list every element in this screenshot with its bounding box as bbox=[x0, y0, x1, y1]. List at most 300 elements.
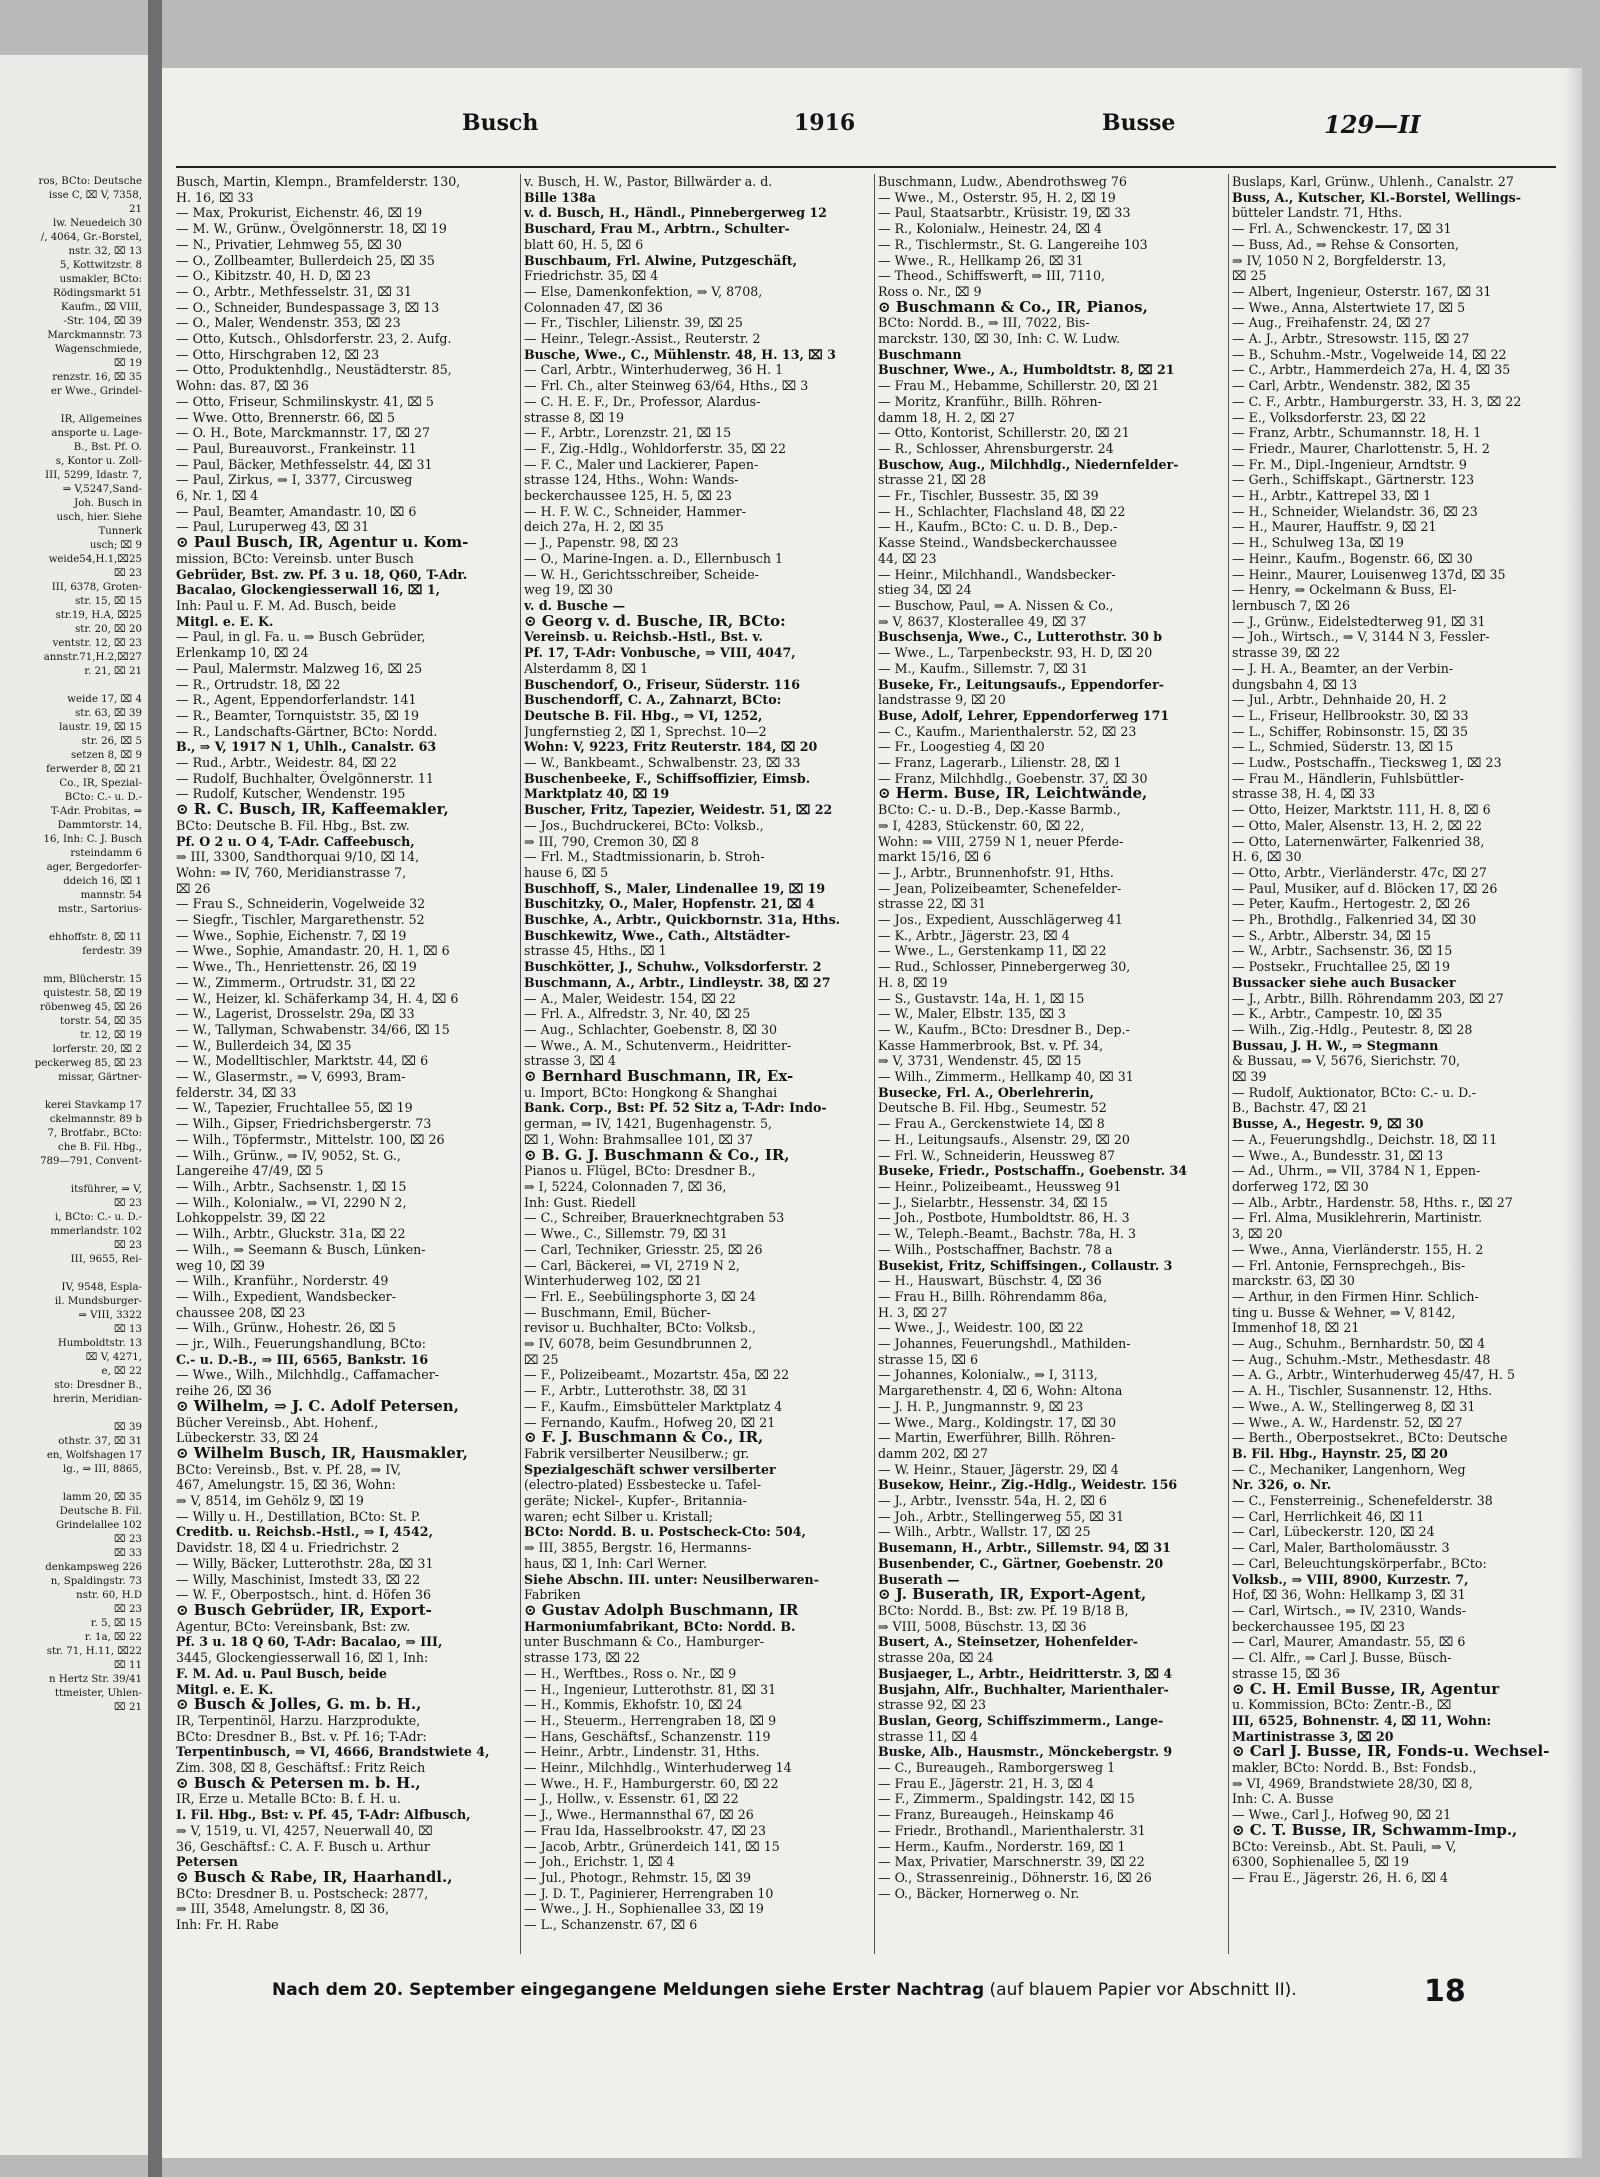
directory-entry-line: Buschhoff, S., Maler, Lindenallee 19, ⌧ 19 bbox=[524, 880, 826, 896]
directory-entry-line: — Carl, Bäckerei, ⇒ VI, 2719 N 2, bbox=[524, 1257, 740, 1273]
directory-entry-line: — W. H., Gerichtsschreiber, Scheide- bbox=[524, 566, 759, 582]
directory-entry-line: — A. J., Arbtr., Stresowstr. 115, ⌧ 27 bbox=[1232, 331, 1470, 347]
directory-entry-line: — Frau E., Jägerstr. 26, H. 6, ⌧ 4 bbox=[1232, 1869, 1449, 1885]
directory-entry-line: BCto: Nordd. B., ⇒ III, 7022, Bis- bbox=[878, 315, 1090, 331]
directory-page bbox=[162, 68, 1582, 2158]
directory-entry-line: Busecke, Frl. A., Oberlehrerin, bbox=[878, 1084, 1094, 1100]
column-3 bbox=[878, 174, 1224, 1954]
directory-entry-line: ⇒ V, 1519, u. VI, 4257, Neuerwall 40, ⌧ bbox=[176, 1822, 433, 1838]
directory-entry-line: dorferweg 172, ⌧ 30 bbox=[1232, 1179, 1369, 1194]
previous-page-line: denkampsweg 226 bbox=[45, 1562, 142, 1573]
previous-page-line: Kaufm., ⌧ VIII, bbox=[60, 302, 142, 313]
directory-entry-line: Creditb. u. Reichsb.-Hstl., ⇒ I, 4542, bbox=[176, 1524, 433, 1540]
previous-page-line: ⌧ 33 bbox=[114, 1548, 142, 1559]
directory-entry-line: strasse 39, ⌧ 22 bbox=[1232, 645, 1341, 661]
directory-entry-line: ⌧ 25 bbox=[524, 1351, 559, 1367]
previous-page-line: Rödingsmarkt 51 bbox=[53, 288, 142, 299]
previous-page-line: peckerweg 85, ⌧ 23 bbox=[34, 1058, 142, 1069]
directory-entry-line: — Carl, Maler, Bartholomäusstr. 3 bbox=[1232, 1540, 1450, 1556]
previous-page-line: torstr. 54, ⌧ 35 bbox=[59, 1016, 142, 1027]
column-1 bbox=[176, 174, 516, 1954]
directory-entry-line: — Buschmann, Emil, Bücher- bbox=[524, 1304, 711, 1320]
previous-page-line: Grindelallee 102 bbox=[56, 1520, 142, 1531]
previous-page-line: laustr. 19, ⌧ 15 bbox=[59, 722, 142, 733]
directory-entry-line: — Carl, Herrlichkeit 46, ⌧ 11 bbox=[1232, 1508, 1425, 1524]
directory-entry-line: — K., Arbtr., Campestr. 10, ⌧ 35 bbox=[1232, 1006, 1443, 1022]
directory-entry-line: BCto: Dresdner B. u. Postscheck: 2877, bbox=[176, 1885, 429, 1901]
directory-entry-line: ting u. Busse & Wehner, ⇒ V, 8142, bbox=[1232, 1304, 1456, 1320]
directory-entry-line: — Aug., Schuhm.-Mstr., Methesdastr. 48 bbox=[1232, 1351, 1491, 1367]
directory-entry-line: 3, ⌧ 20 bbox=[1232, 1226, 1283, 1242]
directory-entry-line: — S., Arbtr., Alberstr. 34, ⌧ 15 bbox=[1232, 927, 1432, 943]
directory-entry-line: — Joh., Arbtr., Stellingerweg 55, ⌧ 31 bbox=[878, 1508, 1124, 1524]
directory-entry-line: — W., Maler, Elbstr. 135, ⌧ 3 bbox=[878, 1006, 1066, 1022]
directory-entry-line: — Willy, Maschinist, Imstedt 33, ⌧ 22 bbox=[176, 1571, 421, 1587]
previous-page-line: Co., IR, Spezial- bbox=[59, 778, 142, 789]
directory-entry-line: BCto: Vereinsb., Abt. St. Pauli, ⇒ V, bbox=[1232, 1838, 1457, 1854]
previous-page-line: r. 5, ⌧ 15 bbox=[90, 1618, 142, 1629]
directory-entry-line: ⇒ IV, 1050 N 2, Borgfelderstr. 13, bbox=[1232, 252, 1447, 268]
directory-entry-line: — Carl, Beleuchtungskörperfabr., BCto: bbox=[1232, 1555, 1487, 1571]
directory-entry-line: — R., Landschafts-Gärtner, BCto: Nordd. bbox=[176, 723, 438, 739]
directory-entry-line: — Wwe., A. M., Schutenverm., Heidritter- bbox=[524, 1037, 792, 1053]
directory-entry-line: — Johannes, Kolonialw., ⇒ I, 3113, bbox=[878, 1367, 1098, 1383]
directory-entry-line: — W., Heizer, kl. Schäferkamp 34, H. 4, ⌧ 6 bbox=[176, 990, 459, 1006]
directory-entry-line: damm 18, H. 2, ⌧ 27 bbox=[878, 409, 1016, 425]
directory-entry-line: Nr. 326, o. Nr. bbox=[1232, 1477, 1332, 1493]
directory-entry-line: Bussau, J. H. W., ⇒ Stegmann bbox=[1232, 1037, 1439, 1053]
column-4 bbox=[1232, 174, 1562, 1954]
directory-entry-line: — Martin, Ewerführer, Billh. Röhren- bbox=[878, 1430, 1116, 1446]
previous-page-line: e, ⌧ 22 bbox=[101, 1366, 142, 1377]
directory-entry-line: Davidstr. 18, ⌧ 4 u. Friedrichstr. 2 bbox=[176, 1540, 400, 1556]
directory-entry-line: 44, ⌧ 23 bbox=[878, 550, 937, 566]
directory-entry-line: Kasse Hammerbrook, Bst. v. Pf. 34, bbox=[878, 1037, 1104, 1053]
directory-entry-line: — Friedr., Brothandl., Marienthalerstr. 31 bbox=[878, 1822, 1146, 1838]
directory-entry-line: lernbusch 7, ⌧ 26 bbox=[1232, 597, 1350, 613]
previous-page-line: Humboldtstr. 13 bbox=[57, 1338, 142, 1349]
directory-entry-line: H. 3, ⌧ 27 bbox=[878, 1304, 948, 1320]
previous-page-line: B., Bst. Pf. O. bbox=[73, 442, 142, 453]
previous-page-line: ddeich 16, ⌧ 1 bbox=[63, 876, 142, 887]
directory-entry-line: ⇒ V, 8637, Klosterallee 49, ⌧ 37 bbox=[878, 613, 1087, 629]
previous-page-line: mmerlandstr. 102 bbox=[50, 1226, 142, 1237]
directory-entry-line: Wohn: ⇒ VIII, 2759 N 1, neuer Pferde- bbox=[878, 833, 1124, 849]
directory-entry-line: — Frau S., Schneiderin, Vogelweide 32 bbox=[176, 896, 426, 912]
previous-page-line: nstr. 32, ⌧ 13 bbox=[68, 246, 142, 257]
directory-entry-line: — Henry, ⇒ Ockelmann & Buss, El- bbox=[1232, 582, 1457, 598]
previous-page-line: Wagenschmiede, bbox=[54, 344, 142, 355]
previous-page-line: il. Mundsburger- bbox=[54, 1296, 142, 1307]
directory-entry-line: — H., Schneider, Wielandstr. 36, ⌧ 23 bbox=[1232, 503, 1478, 519]
previous-page-line: weide 17, ⌧ 4 bbox=[67, 694, 142, 705]
previous-page-line: ⌧ 11 bbox=[114, 1660, 142, 1671]
directory-entry-line: — Fernando, Kaufm., Hofweg 20, ⌧ 21 bbox=[524, 1414, 776, 1430]
directory-entry-line: ⊙ B. G. J. Buschmann & Co., IR, bbox=[524, 1147, 790, 1164]
directory-entry-line: geräte; Nickel-, Kupfer-, Britannia- bbox=[524, 1493, 747, 1509]
directory-entry-line: Inh: Fr. H. Rabe bbox=[176, 1917, 279, 1933]
directory-entry-line: — Paul, Staatsarbtr., Krüsistr. 19, ⌧ 33 bbox=[878, 205, 1131, 221]
directory-entry-line: Harmoniumfabrikant, BCto: Nordd. B. bbox=[524, 1618, 796, 1634]
directory-entry-line: markt 15/16, ⌧ 6 bbox=[878, 849, 991, 865]
directory-entry-line: BCto: C.- u. D.-B., Dep.-Kasse Barmb., bbox=[878, 802, 1121, 818]
directory-entry-line: weg 10, ⌧ 39 bbox=[176, 1257, 265, 1273]
directory-entry-line: strasse 124, Hths., Wohn: Wands- bbox=[524, 472, 739, 488]
previous-page-line: renzstr. 16, ⌧ 35 bbox=[52, 372, 142, 383]
directory-entry-line: strasse 22, ⌧ 31 bbox=[878, 896, 987, 912]
directory-entry-line: — W. Heinr., Stauer, Jägerstr. 29, ⌧ 4 bbox=[878, 1461, 1119, 1477]
previous-page-line: n, Spaldingstr. 73 bbox=[50, 1576, 142, 1587]
directory-entry-line: Wohn: ⇒ IV, 760, Meridianstrasse 7, bbox=[176, 864, 407, 880]
directory-entry-line: strasse 8, ⌧ 19 bbox=[524, 409, 624, 425]
directory-entry-line: — Wilh., Grünw., ⇒ IV, 9052, St. G., bbox=[176, 1147, 401, 1163]
directory-entry-line: u. Import, BCto: Hongkong & Shanghai bbox=[524, 1084, 778, 1100]
directory-entry-line: ⊙ Wilhelm Busch, IR, Hausmakler, bbox=[176, 1445, 468, 1462]
previous-page-line: ckelmannstr. 89 b bbox=[49, 1114, 142, 1125]
directory-entry-line: Buschard, Frau M., Arbtrn., Schulter- bbox=[524, 221, 790, 237]
directory-entry-line: — J. H. P., Jungmannstr. 9, ⌧ 23 bbox=[878, 1398, 1084, 1414]
directory-entry-line: ⊙ Busch & Jolles, G. m. b. H., bbox=[176, 1697, 422, 1713]
directory-entry-line: Ross o. Nr., ⌧ 9 bbox=[878, 283, 982, 299]
directory-entry-line: Busekist, Fritz, Schiffsingen., Collaustr. 3 bbox=[878, 1257, 1173, 1273]
directory-entry-line: — Franz, Bureaugeh., Heinskamp 46 bbox=[878, 1807, 1114, 1823]
directory-entry-line: bütteler Landstr. 71, Hths. bbox=[1232, 205, 1403, 221]
directory-entry-line: Pianos u. Flügel, BCto: Dresdner B., bbox=[524, 1163, 756, 1179]
directory-entry-line: — R., Agent, Eppendorferlandstr. 141 bbox=[176, 692, 417, 708]
previous-page-line: ⇒ V,5247,Sand- bbox=[62, 484, 142, 495]
directory-entry-line: 6300, Sophienallee 5, ⌧ 19 bbox=[1232, 1854, 1410, 1870]
previous-page-line: kerei Stavkamp 17 bbox=[44, 1100, 142, 1111]
directory-entry-line: ⇒ III, 3548, Amelungstr. 8, ⌧ 36, bbox=[176, 1901, 390, 1917]
directory-entry-line: — Wwe., J., Weidestr. 100, ⌧ 22 bbox=[878, 1320, 1084, 1336]
directory-entry-line: ⊙ Georg v. d. Busche, IR, BCto: bbox=[524, 613, 786, 630]
directory-entry-line: deich 27a, H. 2, ⌧ 35 bbox=[524, 519, 664, 535]
directory-entry-line: ⌧ 39 bbox=[1232, 1069, 1267, 1085]
directory-entry-line: — Jacob, Arbtr., Grünerdeich 141, ⌧ 15 bbox=[524, 1838, 780, 1854]
directory-entry-line: — F., Zig.-Hdlg., Wohldorferstr. 35, ⌧ 22 bbox=[524, 440, 786, 456]
directory-entry-line: B. Fil. Hbg., Haynstr. 25, ⌧ 20 bbox=[1232, 1445, 1448, 1461]
directory-entry-line: Mitgl. e. E. K. bbox=[176, 613, 274, 629]
directory-entry-line: v. Busch, H. W., Pastor, Billwärder a. d. bbox=[524, 174, 773, 189]
directory-entry-line: — Paul, Beamter, Amandastr. 10, ⌧ 6 bbox=[176, 503, 417, 519]
directory-entry-line: Busekow, Heinr., Zig.-Hdlg., Weidestr. 156 bbox=[878, 1477, 1178, 1493]
previous-page-line: IV, 9548, Espla- bbox=[61, 1282, 142, 1293]
directory-entry-line: — O., Schneider, Bundespassage 3, ⌧ 13 bbox=[176, 299, 440, 315]
directory-entry-line: v. d. Busch, H., Händl., Pinnebergerweg 12 bbox=[524, 205, 827, 221]
previous-page-line bbox=[0, 917, 142, 931]
previous-page-line: nstr. 60, H.D bbox=[76, 1590, 142, 1601]
previous-page-line: Tunnerk bbox=[98, 526, 142, 537]
directory-entry-line: — Rud., Arbtr., Weidestr. 84, ⌧ 22 bbox=[176, 755, 397, 771]
directory-entry-line: III, 6525, Bohnenstr. 4, ⌧ 11, Wohn: bbox=[1232, 1712, 1492, 1728]
directory-entry-line: Buscher, Fritz, Tapezier, Weidestr. 51, ⌧ 22 bbox=[524, 802, 833, 818]
directory-entry-line: Buslaps, Karl, Grünw., Uhlenh., Canalstr. 27 bbox=[1232, 174, 1514, 189]
directory-entry-line: hause 6, ⌧ 5 bbox=[524, 864, 609, 880]
directory-entry-line: waren; echt Silber u. Kristall; bbox=[524, 1508, 713, 1524]
directory-entry-line: ⇒ III, 790, Cremon 30, ⌧ 8 bbox=[524, 833, 699, 849]
directory-entry-line: — Else, Damenkonfektion, ⇒ V, 8708, bbox=[524, 283, 763, 299]
previous-page-line: s, Kontor u. Zoll- bbox=[55, 456, 142, 467]
header-right-word: Busse bbox=[1102, 110, 1176, 136]
directory-entry-line: Bacalao, Glockengiesserwall 16, ⌧ 1, bbox=[176, 582, 440, 598]
directory-entry-line: Buse, Adolf, Lehrer, Eppendorferweg 171 bbox=[878, 707, 1170, 723]
directory-entry-line: — Gerh., Schiffskapt., Gärtnerstr. 123 bbox=[1232, 472, 1475, 488]
directory-entry-line: — Franz, Arbtr., Schumannstr. 18, H. 1 bbox=[1232, 425, 1482, 441]
directory-entry-line: — J., Grünw., Eidelstedterweg 91, ⌧ 31 bbox=[1232, 613, 1486, 629]
directory-entry-line: — R., Tischlermstr., St. G. Langereihe 103 bbox=[878, 236, 1148, 252]
directory-entry-line: — Otto, Produktenhdlg., Neustädterstr. 85, bbox=[176, 362, 452, 378]
directory-entry-line: Buschendorf, O., Friseur, Süderstr. 116 bbox=[524, 676, 801, 692]
directory-entry-line: Spezialgeschäft schwer versilberter bbox=[524, 1461, 776, 1477]
directory-entry-line: — W., Tallyman, Schwabenstr. 34/66, ⌧ 15 bbox=[176, 1021, 450, 1037]
directory-entry-line: — O., Strassenreinig., Döhnerstr. 16, ⌧ 26 bbox=[878, 1869, 1152, 1885]
previous-page-line bbox=[0, 1477, 142, 1491]
directory-entry-line: Buslan, Georg, Schiffszimmerm., Lange- bbox=[878, 1712, 1164, 1728]
previous-page-line: ⌧ 23 bbox=[114, 1534, 142, 1545]
directory-entry-line: — Wwe., Wilh., Milchhdlg., Caffamacher- bbox=[176, 1367, 440, 1383]
directory-entry-line: — W., Lagerist, Drosselstr. 29a, ⌧ 33 bbox=[176, 1006, 415, 1022]
directory-entry-line: — Jul., Arbtr., Dehnhaide 20, H. 2 bbox=[1232, 692, 1447, 708]
previous-page-line: lamm 20, ⌧ 35 bbox=[62, 1492, 142, 1503]
directory-entry-line: Fabriken bbox=[524, 1587, 581, 1603]
previous-page-text bbox=[0, 175, 142, 1715]
directory-entry-line: landstrasse 9, ⌧ 20 bbox=[878, 692, 1006, 708]
directory-entry-line: — S., Gustavstr. 14a, H. 1, ⌧ 15 bbox=[878, 990, 1085, 1006]
directory-entry-line: — O., Kibitzstr. 40, H. D, ⌧ 23 bbox=[176, 268, 371, 284]
directory-entry-line: Hof, ⌧ 36, Wohn: Hellkamp 3, ⌧ 31 bbox=[1232, 1587, 1466, 1603]
directory-entry-line: — Carl, Arbtr., Wendenstr. 382, ⌧ 35 bbox=[1232, 378, 1471, 394]
previous-page-line bbox=[0, 1407, 142, 1421]
directory-entry-line: — Otto, Heizer, Marktstr. 111, H. 8, ⌧ 6 bbox=[1232, 802, 1491, 818]
directory-entry-line: — Wwe., R., Hellkamp 26, ⌧ 31 bbox=[878, 252, 1084, 268]
directory-entry-line: — C., Fensterreinig., Schenefelderstr. 38 bbox=[1232, 1493, 1493, 1509]
directory-entry-line: — H., Leitungsaufs., Alsenstr. 29, ⌧ 20 bbox=[878, 1131, 1130, 1147]
directory-entry-line: H. 6, ⌧ 30 bbox=[1232, 849, 1302, 865]
previous-page-line bbox=[0, 399, 142, 413]
directory-entry-line: — H., Steuerm., Herrengraben 18, ⌧ 9 bbox=[524, 1712, 777, 1728]
previous-page-line: annstr.71,H.2,⌧27 bbox=[43, 652, 142, 663]
previous-page-line bbox=[0, 679, 142, 693]
directory-entry-line: strasse 45, Hths., ⌧ 1 bbox=[524, 943, 667, 959]
directory-entry-line: Margarethenstr. 4, ⌧ 6, Wohn: Altona bbox=[878, 1383, 1123, 1399]
directory-entry-line: — L., Friseur, Hellbrookstr. 30, ⌧ 33 bbox=[1232, 707, 1469, 723]
previous-page-line: 7, Brotfabr., BCto: bbox=[47, 1128, 142, 1139]
directory-entry-line: — R., Kolonialw., Heinestr. 24, ⌧ 4 bbox=[878, 221, 1103, 237]
directory-entry-line: — Johannes, Feuerungshdl., Mathilden- bbox=[878, 1336, 1131, 1352]
directory-entry-line: — W., Bankbeamt., Schwalbenstr. 23, ⌧ 33 bbox=[524, 755, 801, 771]
directory-entry-line: — Paul, in gl. Fa. u. ⇒ Busch Gebrüder, bbox=[176, 629, 426, 645]
directory-entry-line: damm 202, ⌧ 27 bbox=[878, 1445, 989, 1461]
directory-entry-line: Buschendorff, C. A., Zahnarzt, BCto: bbox=[524, 692, 782, 708]
directory-entry-line: unter Buschmann & Co., Hamburger- bbox=[524, 1634, 765, 1650]
directory-entry-line: — C., Kaufm., Marienthalerstr. 52, ⌧ 23 bbox=[878, 723, 1137, 739]
directory-entry-line: chaussee 208, ⌧ 23 bbox=[176, 1304, 306, 1320]
directory-entry-line: — W., Glasermstr., ⇒ V, 6993, Bram- bbox=[176, 1069, 406, 1085]
previous-page-line: itsführer, ⇒ V, bbox=[70, 1184, 142, 1195]
directory-entry-line: — Frl. W., Schneiderin, Heussweg 87 bbox=[878, 1147, 1115, 1163]
directory-entry-line: H. 16, ⌧ 33 bbox=[176, 189, 254, 205]
directory-entry-line: 3445, Glockengiesserwall 16, ⌧ 1, Inh: bbox=[176, 1650, 429, 1666]
previous-page-line: lorferstr. 20, ⌧ 2 bbox=[52, 1044, 142, 1055]
directory-entry-line: Buserath — bbox=[878, 1571, 960, 1587]
directory-entry-line: Petersen bbox=[176, 1854, 238, 1870]
directory-entry-line: Lohkoppelstr. 39, ⌧ 22 bbox=[176, 1210, 326, 1226]
directory-entry-line: — N., Privatier, Lehmweg 55, ⌧ 30 bbox=[176, 236, 402, 252]
previous-page-line: ⌧ 21 bbox=[114, 1702, 142, 1713]
directory-entry-line: Buschmann, A., Arbtr., Lindleystr. 38, ⌧ 27 bbox=[524, 974, 831, 990]
directory-entry-line: ⊙ C. H. Emil Busse, IR, Agentur bbox=[1232, 1681, 1500, 1698]
directory-entry-line: — L., Schiffer, Robinsonstr. 15, ⌧ 35 bbox=[1232, 723, 1468, 739]
directory-entry-line: — Carl, Techniker, Griesstr. 25, ⌧ 26 bbox=[524, 1241, 763, 1257]
column-2 bbox=[524, 174, 870, 1954]
directory-entry-line: Colonnaden 47, ⌧ 36 bbox=[524, 299, 663, 315]
directory-entry-line: — A., Feuerungshdlg., Deichstr. 18, ⌧ 11 bbox=[1232, 1131, 1498, 1147]
directory-entry-line: ⇒ I, 4283, Stückenstr. 60, ⌧ 22, bbox=[878, 817, 1085, 833]
directory-entry-line: Bücher Vereinsb., Abt. Hohenf., bbox=[176, 1414, 379, 1430]
directory-entry-line: — Wwe., H. F., Hamburgerstr. 60, ⌧ 22 bbox=[524, 1775, 779, 1791]
directory-entry-line: strasse 20a, ⌧ 24 bbox=[878, 1650, 994, 1666]
directory-entry-line: Marktplatz 40, ⌧ 19 bbox=[524, 786, 670, 802]
directory-entry-line: I. Fil. Hbg., Bst: v. Pf. 45, T-Adr: Alfbusch, bbox=[176, 1807, 471, 1823]
directory-entry-line: Busert, A., Steinsetzer, Hohenfelder- bbox=[878, 1634, 1139, 1650]
directory-entry-line: — Heinr., Maurer, Louisenweg 137d, ⌧ 35 bbox=[1232, 566, 1506, 582]
directory-entry-line: — W. F., Oberpostsch., hint. d. Höfen 36 bbox=[176, 1587, 431, 1603]
directory-entry-line: Buschke, A., Arbtr., Quickbornstr. 31a, Hths. bbox=[524, 912, 841, 928]
header-left-word: Busch bbox=[462, 110, 539, 136]
directory-entry-line: — Wwe., J. H., Sophienallee 33, ⌧ 19 bbox=[524, 1901, 764, 1917]
directory-entry-line: — A., Maler, Weidestr. 154, ⌧ 22 bbox=[524, 990, 736, 1006]
directory-entry-line: — A. H., Tischler, Susannenstr. 12, Hths. bbox=[1232, 1383, 1493, 1399]
directory-entry-line: — Wwe., C., Sillemstr. 79, ⌧ 31 bbox=[524, 1226, 728, 1242]
directory-entry-line: Busche, Wwe., C., Mühlenstr. 48, H. 13, ⌧ 3 bbox=[524, 346, 836, 362]
directory-entry-line: 6, Nr. 1, ⌧ 4 bbox=[176, 488, 259, 504]
directory-entry-line: strasse 38, H. 4, ⌧ 33 bbox=[1232, 786, 1376, 802]
directory-entry-line: H. 8, ⌧ 19 bbox=[878, 974, 948, 990]
previous-page-line: er Wwe., Grindel- bbox=[50, 386, 142, 397]
directory-entry-line: — Paul, Luruperweg 43, ⌧ 31 bbox=[176, 519, 370, 535]
directory-entry-line: C.- u. D.-B., ⇒ III, 6565, Bankstr. 16 bbox=[176, 1351, 429, 1367]
directory-entry-line: — Wilh., Zig.-Hdlg., Peutestr. 8, ⌧ 28 bbox=[1232, 1021, 1473, 1037]
column-divider bbox=[520, 174, 521, 1954]
directory-entry-line: — H. F. W. C., Schneider, Hammer- bbox=[524, 503, 746, 519]
directory-entry-line: ⇒ V, 8514, im Gehölz 9, ⌧ 19 bbox=[176, 1493, 364, 1509]
directory-entry-line: — Heinr., Kaufm., Bogenstr. 66, ⌧ 30 bbox=[1232, 550, 1473, 566]
directory-entry-line: — Wilh., Grünw., Hohestr. 26, ⌧ 5 bbox=[176, 1320, 396, 1336]
directory-entry-line: ⊙ F. J. Buschmann & Co., IR, bbox=[524, 1430, 764, 1446]
directory-entry-line: — Heinr., Milchhdlg., Winterhuderweg 14 bbox=[524, 1760, 792, 1776]
directory-entry-line: ⌧ 26 bbox=[176, 880, 211, 896]
directory-entry-line: Deutsche B. Fil. Hbg., ⇒ VI, 1252, bbox=[524, 707, 763, 723]
directory-entry-line: — L., Schanzenstr. 67, ⌧ 6 bbox=[524, 1917, 698, 1933]
directory-entry-line: — F., Arbtr., Lorenzstr. 21, ⌧ 15 bbox=[524, 425, 732, 441]
previous-page-line: ⌧ 23 bbox=[114, 1198, 142, 1209]
directory-entry-line: Wohn: V, 9223, Fritz Reuterstr. 184, ⌧ 20 bbox=[524, 739, 818, 755]
directory-entry-line: BCto: Nordd. B. u. Postscheck-Cto: 504, bbox=[524, 1524, 806, 1540]
directory-entry-line: ⊙ Carl J. Busse, IR, Fonds-u. Wechsel- bbox=[1232, 1744, 1550, 1761]
directory-entry-line: strasse 15, ⌧ 36 bbox=[1232, 1665, 1341, 1681]
previous-page-line: ⌧ V, 4271, bbox=[85, 1352, 142, 1363]
directory-entry-line: strasse 173, ⌧ 22 bbox=[524, 1650, 641, 1666]
directory-entry-line: ⊙ Busch & Petersen m. b. H., bbox=[176, 1775, 421, 1792]
previous-page-line: che B. Fil. Hbg., bbox=[58, 1142, 142, 1153]
directory-entry-line: — Rudolf, Auktionator, BCto: C.- u. D.- bbox=[1232, 1084, 1476, 1100]
previous-page-line: ventstr. 12, ⌧ 23 bbox=[52, 638, 142, 649]
previous-page-line: usch; ⌧ 9 bbox=[89, 540, 142, 551]
directory-entry-line: 36, Geschäftsf.: C. A. F. Busch u. Arthur bbox=[176, 1838, 430, 1854]
signature-number: 18 bbox=[1424, 1974, 1466, 2009]
directory-entry-line: — Theod., Schiffswerft, ⇒ III, 7110, bbox=[878, 268, 1105, 284]
previous-page-line: r. 21, ⌧ 21 bbox=[84, 666, 142, 677]
directory-entry-line: Buske, Alb., Hausmstr., Mönckebergstr. 9 bbox=[878, 1744, 1173, 1760]
directory-entry-line: Kasse Steind., Wandsbeckerchaussee bbox=[878, 535, 1117, 551]
previous-page-line: sto: Dresdner B., bbox=[54, 1380, 142, 1391]
previous-page-line: en, Wolfshagen 17 bbox=[46, 1450, 142, 1461]
directory-entry-line: — Paul, Malermstr. Malzweg 16, ⌧ 25 bbox=[176, 660, 423, 676]
directory-entry-line: — Herm., Kaufm., Norderstr. 169, ⌧ 1 bbox=[878, 1838, 1126, 1854]
column-divider bbox=[874, 174, 875, 1954]
directory-entry-line: — Wwe., M., Osterstr. 95, H. 2, ⌧ 19 bbox=[878, 189, 1116, 205]
directory-entry-line: — R., Ortrudstr. 18, ⌧ 22 bbox=[176, 676, 341, 692]
directory-entry-line: — Frl. M., Stadtmissionarin, b. Stroh- bbox=[524, 849, 765, 865]
directory-entry-line: strasse 11, ⌧ 4 bbox=[878, 1728, 978, 1744]
directory-entry-line: reihe 26, ⌧ 36 bbox=[176, 1383, 272, 1399]
directory-entry-line: Buschkewitz, Wwe., Cath., Altstädter- bbox=[524, 927, 791, 943]
directory-entry-line: Buschner, Wwe., A., Humboldtstr. 8, ⌧ 21 bbox=[878, 362, 1175, 378]
directory-entry-line: ⊙ J. Buserath, IR, Export-Agent, bbox=[878, 1587, 1147, 1603]
directory-entry-line: Inh: Gust. Riedell bbox=[524, 1194, 636, 1210]
previous-page-line: Marckmannstr. 73 bbox=[47, 330, 142, 341]
directory-entry-line: Winterhuderweg 102, ⌧ 21 bbox=[524, 1273, 703, 1289]
directory-entry-line: — Joh., Erichstr. 1, ⌧ 4 bbox=[524, 1854, 675, 1870]
previous-page-line: str.19, H.A, ⌧25 bbox=[55, 610, 142, 621]
directory-entry-line: Buschmann, Ludw., Abendrothsweg 76 bbox=[878, 174, 1127, 189]
directory-entry-line: u. Kommission, BCto: Zentr.-B., ⌧ bbox=[1232, 1697, 1452, 1713]
previous-page-line bbox=[0, 959, 142, 973]
previous-page-line: ferwerder 8, ⌧ 21 bbox=[46, 764, 142, 775]
directory-entry-line: — Paul, Zirkus, ⇒ I, 3377, Circusweg bbox=[176, 472, 413, 488]
directory-entry-line: ⊙ R. C. Busch, IR, Kaffeemakler, bbox=[176, 802, 449, 818]
directory-entry-line: Fabrik versilberter Neusilberw.; gr. bbox=[524, 1445, 750, 1461]
directory-entry-line: — W., Bullerdeich 34, ⌧ 35 bbox=[176, 1037, 352, 1053]
directory-entry-line: — A. G., Arbtr., Winterhuderweg 45/47, H. 5 bbox=[1232, 1367, 1515, 1383]
running-header bbox=[162, 110, 1582, 150]
directory-entry-line: Vereinsb. u. Reichsb.-Hstl., Bst. v. bbox=[524, 629, 763, 645]
directory-entry-line: — Rudolf, Buchhalter, Övelgönnerstr. 11 bbox=[176, 770, 434, 786]
directory-entry-line: Bille 138a bbox=[524, 189, 596, 205]
directory-entry-line: strasse 92, ⌧ 23 bbox=[878, 1697, 987, 1713]
directory-entry-line: — Wilh., Zimmerm., Hellkamp 40, ⌧ 31 bbox=[878, 1069, 1134, 1085]
directory-entry-line: — Wilh., Arbtr., Gluckstr. 31a, ⌧ 22 bbox=[176, 1226, 406, 1242]
directory-entry-line: — Max, Privatier, Marschnerstr. 39, ⌧ 22 bbox=[878, 1854, 1145, 1870]
directory-entry-line: — Fr., Tischler, Lilienstr. 39, ⌧ 25 bbox=[524, 315, 743, 331]
directory-entry-line: — J., Arbtr., Brunnenhofstr. 91, Hths. bbox=[878, 864, 1114, 880]
page-number: 129—II bbox=[1324, 110, 1421, 139]
directory-entry-line: — Frl. A., Schwenckestr. 17, ⌧ 31 bbox=[1232, 221, 1452, 237]
book-gutter bbox=[148, 0, 162, 2177]
header-rule bbox=[176, 166, 1556, 168]
directory-entry-line: — Otto, Hirschgraben 12, ⌧ 23 bbox=[176, 346, 380, 362]
directory-entry-line: Buschenbeeke, F., Schiffsoffizier, Eimsb. bbox=[524, 770, 811, 786]
directory-entry-line: — Buschow, Paul, ⇒ A. Nissen & Co., bbox=[878, 597, 1114, 613]
directory-entry-line: Buseke, Friedr., Postschaffn., Goebenstr. 34 bbox=[878, 1163, 1187, 1179]
directory-entry-line: & Bussau, ⇒ V, 5676, Sierichstr. 70, bbox=[1232, 1053, 1461, 1069]
directory-entry-line: — Wilh., Töpfermstr., Mittelstr. 100, ⌧ 26 bbox=[176, 1131, 445, 1147]
directory-entry-line: — Wilh., Arbtr., Wallstr. 17, ⌧ 25 bbox=[878, 1524, 1091, 1540]
directory-entry-line: — Wilh., Gipser, Friedrichsbergerstr. 73 bbox=[176, 1116, 432, 1132]
directory-entry-line: ⊙ Wilhelm, ⇒ J. C. Adolf Petersen, bbox=[176, 1398, 459, 1415]
directory-entry-line: 467, Amelungstr. 15, ⌧ 36, Wohn: bbox=[176, 1477, 396, 1493]
previous-page-line bbox=[0, 1267, 142, 1281]
